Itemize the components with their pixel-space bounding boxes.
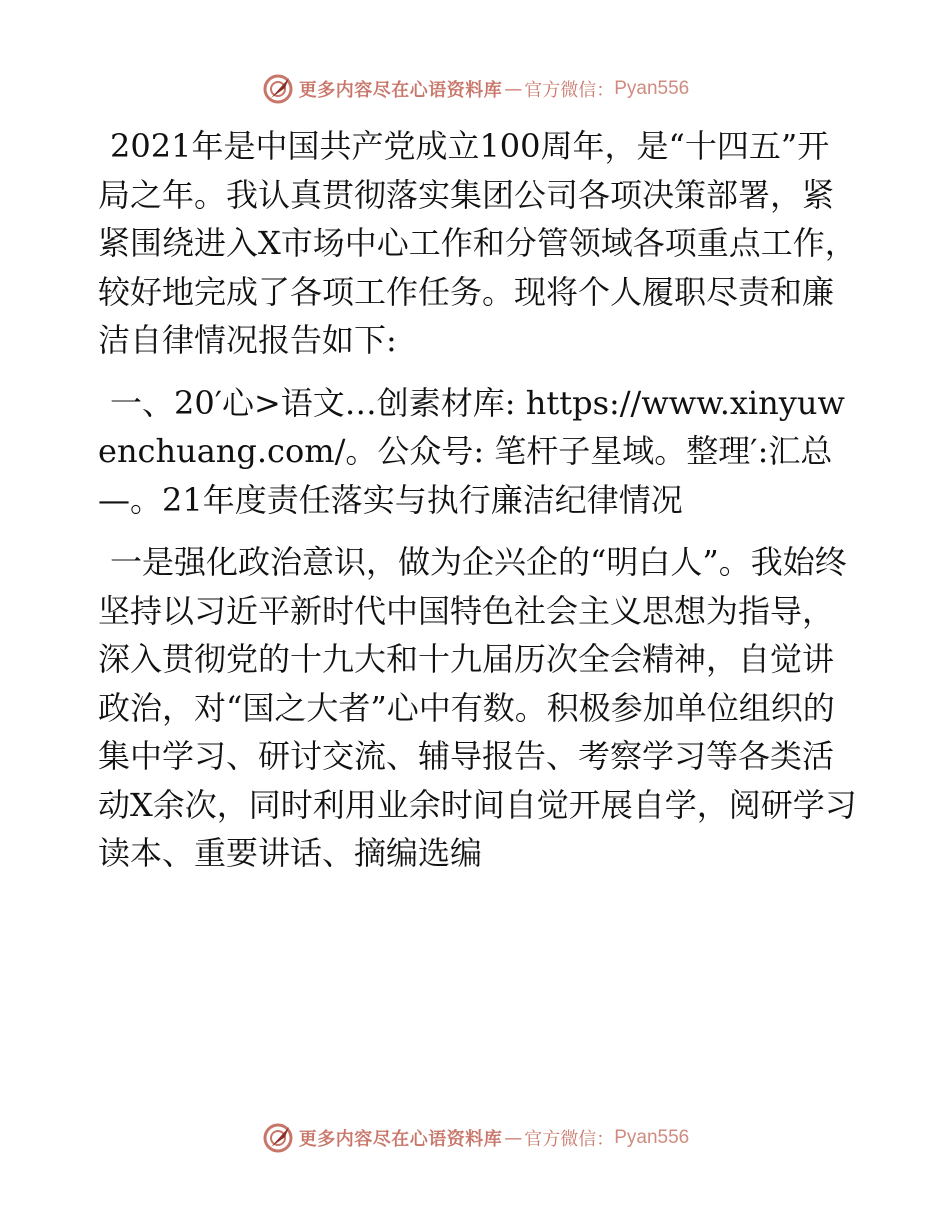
banner-dash: — <box>504 1127 523 1149</box>
banner-wechat-id: Pyan556 <box>614 1127 690 1148</box>
footer-banner <box>0 1121 950 1155</box>
banner-main-text: 更多内容尽在心语资料库 <box>298 1129 503 1150</box>
banner-wechat-label: 官方微信： <box>524 80 615 101</box>
paragraph-intro: 2021年是中国共产党成立100周年，是“十四五”开局之年。我认真贯彻落实集团公司各项决策部署，紧紧围绕进入X市场中心工作和分管领域各项重点工作，较好地完成了各项工作任务。现将个人履职尽责和廉洁自律情况报告如下: <box>98 127 857 359</box>
feather-logo-icon <box>261 1121 295 1155</box>
paragraph-political-awareness: 一是强化政治意识，做为企兴企的“明白人”。我始终坚持以习近平新时代中国特色社会主义思想为指导，深入贯彻党的十九大和十九届历次全会精神，自觉讲政治，对“国之大者”心中有数。积极参加单位组织的集中学习、研讨交流、辅导报告、考察学习等各类活动X余次，同时利用业余时间自觉开展自学，阅研学习读本、重要讲话、摘编选编 <box>98 543 857 872</box>
paragraph-section-heading: 一、20′心>语文…创素材库: https://www.xinyuwenchuang.com/。公众号: 笔杆子星域。整理′:汇总—。21年度责任落实与执行廉洁纪律情况 <box>98 383 845 519</box>
banner-main-text: 更多内容尽在心语资料库 <box>298 80 503 101</box>
feather-logo-icon <box>261 72 295 106</box>
banner-wechat-id: Pyan556 <box>614 78 690 99</box>
document-body <box>98 122 858 892</box>
banner-wechat-label: 官方微信： <box>524 1129 615 1150</box>
banner-dash: — <box>504 78 523 100</box>
header-banner <box>0 72 950 106</box>
